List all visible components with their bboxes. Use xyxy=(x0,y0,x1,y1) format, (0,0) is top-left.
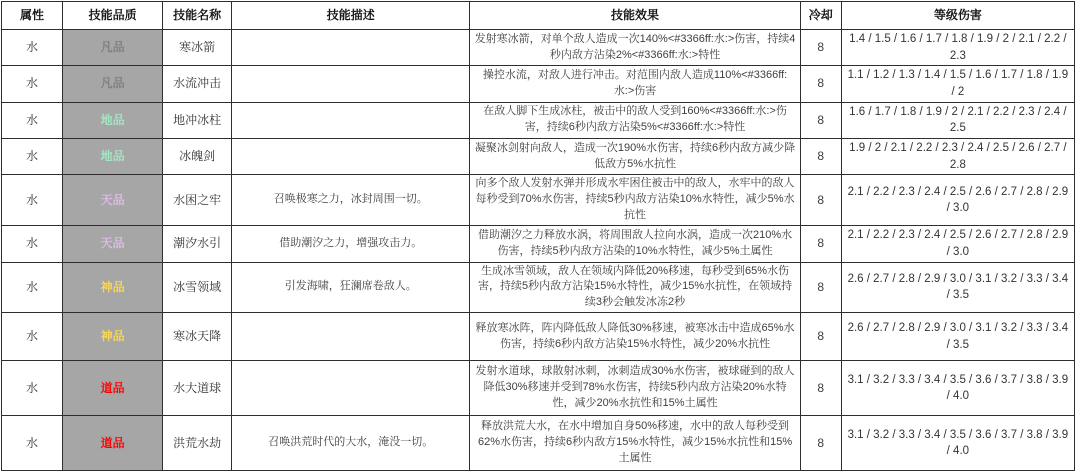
skill-effect-cell: 凝聚冰剑射向敌人，造成一次190%水伤害，持续6秒内敌方减少降低敌方5%水抗性 xyxy=(470,139,800,175)
skill-desc-cell xyxy=(232,313,470,361)
skill-name-cell: 冰魄剑 xyxy=(163,139,232,175)
table-row xyxy=(2,66,1075,102)
quality-cell: 凡品 xyxy=(63,30,163,66)
quality-cell: 神品 xyxy=(63,313,163,361)
header-skill-name: 技能名称 xyxy=(163,2,232,30)
skill-effect-cell: 借助潮汐之力释放水涡，将周围敌人拉向水涡，造成一次210%水伤害，持续5秒内敌方沾染的10%水特性，减少5%土属性 xyxy=(470,226,800,262)
skill-desc-cell: 召唤洪荒时代的大水，淹没一切。 xyxy=(232,416,470,471)
header-row xyxy=(2,2,1075,30)
damage-cell: 1.1 / 1.2 / 1.3 / 1.4 / 1.5 / 1.6 / 1.7 / 1.8 / 1.9 / 2 xyxy=(841,66,1074,102)
quality-cell: 神品 xyxy=(63,262,163,313)
damage-cell: 2.1 / 2.2 / 2.3 / 2.4 / 2.5 / 2.6 / 2.7 / 2.8 / 2.9 / 3.0 xyxy=(841,175,1074,226)
damage-cell: 3.1 / 3.2 / 3.3 / 3.4 / 3.5 / 3.6 / 3.7 / 3.8 / 3.9 / 4.0 xyxy=(841,361,1074,416)
header-skill-effect: 技能效果 xyxy=(470,2,800,30)
quality-cell: 凡品 xyxy=(63,66,163,102)
skill-name-cell: 地冲冰柱 xyxy=(163,102,232,138)
quality-cell: 地品 xyxy=(63,139,163,175)
cooldown-cell: 8 xyxy=(800,313,841,361)
table-row xyxy=(2,175,1075,226)
skill-desc-cell xyxy=(232,66,470,102)
attribute-cell: 水 xyxy=(2,226,63,262)
quality-cell: 道品 xyxy=(63,361,163,416)
skill-name-cell: 潮汐水引 xyxy=(163,226,232,262)
skill-effect-cell: 向多个敌人发射水弹并形成水牢困住被击中的敌人，水牢中的敌人每秒受到70%水伤害，持续5秒内敌方沾染10%水特性，减少5%水抗性 xyxy=(470,175,800,226)
cooldown-cell: 8 xyxy=(800,416,841,471)
attribute-cell: 水 xyxy=(2,262,63,313)
skill-effect-cell: 操控水流，对敌人进行冲击。对范围内敌人造成110%<#3366ff:水:>伤害 xyxy=(470,66,800,102)
skill-name-cell: 寒冰天降 xyxy=(163,313,232,361)
header-quality: 技能品质 xyxy=(63,2,163,30)
skill-table xyxy=(1,1,1075,471)
attribute-cell: 水 xyxy=(2,416,63,471)
cooldown-cell: 8 xyxy=(800,66,841,102)
cooldown-cell: 8 xyxy=(800,262,841,313)
quality-cell: 天品 xyxy=(63,226,163,262)
attribute-cell: 水 xyxy=(2,139,63,175)
skill-desc-cell xyxy=(232,102,470,138)
header-cooldown: 冷却 xyxy=(800,2,841,30)
damage-cell: 1.4 / 1.5 / 1.6 / 1.7 / 1.8 / 1.9 / 2 / 2.1 / 2.2 / 2.3 xyxy=(841,30,1074,66)
skill-effect-cell: 发射寒冰箭，对单个敌人造成一次140%<#3366ff:水:>伤害，持续4秒内敌方沾染2%<#3366ff:水:>特性 xyxy=(470,30,800,66)
attribute-cell: 水 xyxy=(2,361,63,416)
table-row xyxy=(2,102,1075,138)
skill-effect-cell: 释放洪荒大水，在水中增加自身50%移速，水中的敌人每秒受到62%水伤害，持续6秒内敌方15%水特性，减少15%水抗性和15%土属性 xyxy=(470,416,800,471)
skill-name-cell: 水大道球 xyxy=(163,361,232,416)
skill-desc-cell: 引发海啸，狂澜席卷敌人。 xyxy=(232,262,470,313)
attribute-cell: 水 xyxy=(2,313,63,361)
table-row xyxy=(2,226,1075,262)
table-row xyxy=(2,30,1075,66)
damage-cell: 2.6 / 2.7 / 2.8 / 2.9 / 3.0 / 3.1 / 3.2 / 3.3 / 3.4 / 3.5 xyxy=(841,262,1074,313)
skill-name-cell: 洪荒水劫 xyxy=(163,416,232,471)
attribute-cell: 水 xyxy=(2,30,63,66)
skill-name-cell: 水流冲击 xyxy=(163,66,232,102)
skill-desc-cell xyxy=(232,139,470,175)
cooldown-cell: 8 xyxy=(800,361,841,416)
skill-effect-cell: 在敌人脚下生成冰柱，被击中的敌人受到160%<#3366ff:水:>伤害，持续6秒内敌方沾染5%<#3366ff:水:>特性 xyxy=(470,102,800,138)
skill-effect-cell: 释放寒冰阵，阵内降低敌人降低30%移速，被寒冰击中造成65%水伤害，持续6秒内敌方沾染15%水特性，减少20%水抗性 xyxy=(470,313,800,361)
damage-cell: 2.1 / 2.2 / 2.3 / 2.4 / 2.5 / 2.6 / 2.7 / 2.8 / 2.9 / 3.0 xyxy=(841,226,1074,262)
quality-cell: 天品 xyxy=(63,175,163,226)
quality-cell: 地品 xyxy=(63,102,163,138)
damage-cell: 3.1 / 3.2 / 3.3 / 3.4 / 3.5 / 3.6 / 3.7 / 3.8 / 3.9 / 4.0 xyxy=(841,416,1074,471)
damage-cell: 2.6 / 2.7 / 2.8 / 2.9 / 3.0 / 3.1 / 3.2 / 3.3 / 3.4 / 3.5 xyxy=(841,313,1074,361)
header-skill-description: 技能描述 xyxy=(232,2,470,30)
cooldown-cell: 8 xyxy=(800,102,841,138)
skill-effect-cell: 发射水道球，球散射冰刺，冰刺造成30%水伤害，被球碰到的敌人降低30%移速并受到78%水伤害，持续5秒内敌方沾染20%水特性，减少20%水抗性和15%土属性 xyxy=(470,361,800,416)
attribute-cell: 水 xyxy=(2,66,63,102)
header-level-damage: 等级伤害 xyxy=(841,2,1074,30)
header-attribute: 属性 xyxy=(2,2,63,30)
skill-effect-cell: 生成冰雪领域，敌人在领域内降低20%移速，每秒受到65%水伤害，持续5秒内敌方沾染15%水特性，减少15%水抗性，在领域持续3秒会触发冰冻2秒 xyxy=(470,262,800,313)
table-row xyxy=(2,262,1075,313)
table-row xyxy=(2,313,1075,361)
table-row xyxy=(2,416,1075,471)
cooldown-cell: 8 xyxy=(800,139,841,175)
skill-desc-cell xyxy=(232,30,470,66)
attribute-cell: 水 xyxy=(2,102,63,138)
quality-cell: 道品 xyxy=(63,416,163,471)
skill-desc-cell: 召唤极寒之力，冰封周围一切。 xyxy=(232,175,470,226)
cooldown-cell: 8 xyxy=(800,30,841,66)
skill-name-cell: 冰雪领域 xyxy=(163,262,232,313)
damage-cell: 1.9 / 2 / 2.1 / 2.2 / 2.3 / 2.4 / 2.5 / 2.6 / 2.7 / 2.8 xyxy=(841,139,1074,175)
cooldown-cell: 8 xyxy=(800,226,841,262)
skill-desc-cell: 借助潮汐之力，增强攻击力。 xyxy=(232,226,470,262)
skill-name-cell: 寒冰箭 xyxy=(163,30,232,66)
damage-cell: 1.6 / 1.7 / 1.8 / 1.9 / 2 / 2.1 / 2.2 / 2.3 / 2.4 / 2.5 xyxy=(841,102,1074,138)
cooldown-cell: 8 xyxy=(800,175,841,226)
table-row xyxy=(2,139,1075,175)
skill-desc-cell xyxy=(232,361,470,416)
skill-name-cell: 水困之牢 xyxy=(163,175,232,226)
table-row xyxy=(2,361,1075,416)
attribute-cell: 水 xyxy=(2,175,63,226)
